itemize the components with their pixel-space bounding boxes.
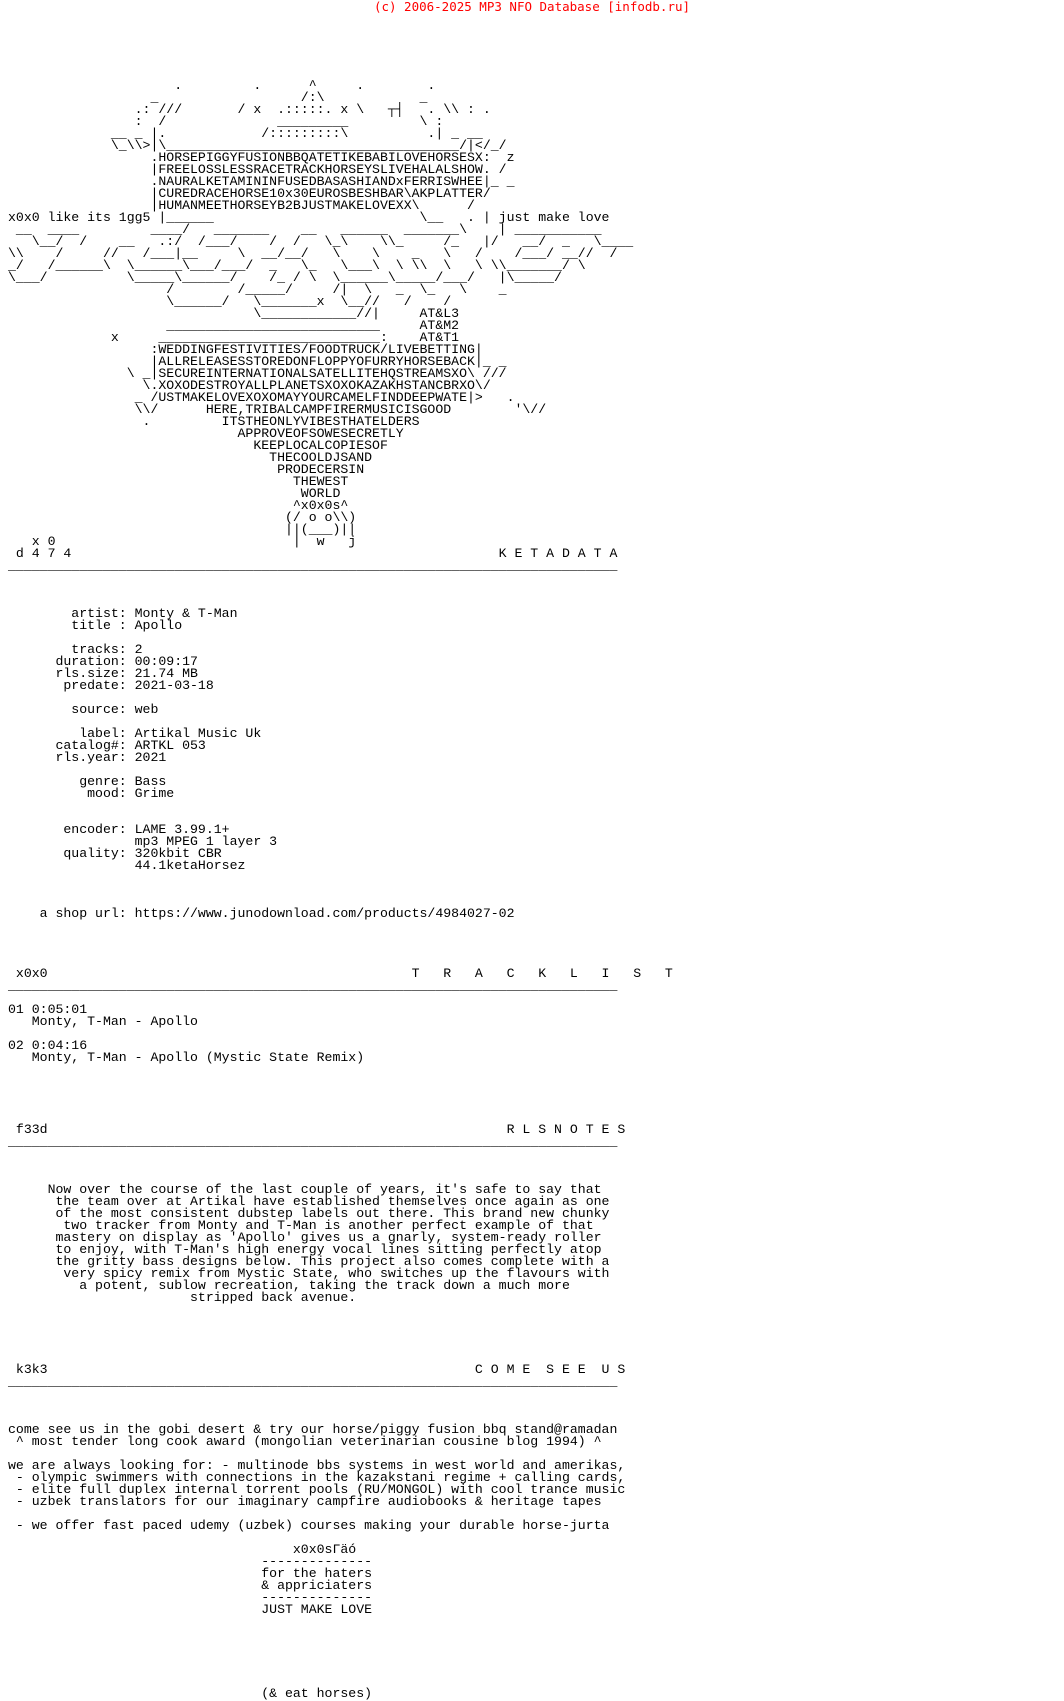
nfo-line: for the haters (8, 1566, 373, 1581)
nfo-line: predate: 2021-03-18 (8, 678, 214, 693)
nfo-line: .NAURALKETAMININFUSEDBASASHIANDxFERRISWHEE|_ _ (8, 174, 515, 189)
nfo-line: a potent, sublow recreation, taking the track down a much more (8, 1278, 570, 1293)
nfo-line: f33d R L S N O T E S (8, 1122, 626, 1137)
nfo-line: (/ o o\\) (8, 510, 357, 525)
nfo-line: |CUREDRACEHORSE10x30EUROSBESHBAR\AKPLATTER/ (8, 186, 491, 201)
nfo-line: k3k3 C O M E S E E U S (8, 1362, 626, 1377)
nfo-line: .: /// / x .:::::. x \ ┬┤ . \\ : . (8, 102, 491, 117)
nfo-line: two tracker from Monty and T-Man is another perfect example of that (8, 1218, 594, 1233)
nfo-line: mastery on display as 'Apollo' gives us a gnarly, system-ready roller (8, 1230, 602, 1245)
nfo-line: KEEPLOCALCOPIESOF (8, 438, 388, 453)
nfo-line: WORLD (8, 486, 341, 501)
copyright-header: (c) 2006-2025 MP3 NFO Database [infodb.ru] (373, 0, 691, 14)
nfo-line: to enjoy, with T-Man's high energy vocal lines sitting perfectly atop (8, 1242, 602, 1257)
nfo-line: come see us in the gobi desert & try our horse/piggy fusion bbq stand@ramadan (8, 1422, 618, 1437)
nfo-line: rls.size: 21.74 MB (8, 666, 198, 681)
nfo-line: . ITSTHEONLYVIBESTHATELDERS (8, 414, 420, 429)
nfo-line: 02 0:04:16 (8, 1038, 88, 1053)
nfo-line: x0x0 like its 1gg5 |______ \__ . | just make love (8, 210, 610, 225)
nfo-line: \ _|SECUREINTERNATIONALSATELLITEHQSTREAMSXO\ /// (8, 366, 507, 381)
nfo-line: genre: Bass (8, 774, 167, 789)
nfo-line: \____________//| AT&L3 (8, 306, 460, 321)
nfo-line: very spicy remix from Mystic State, who switches up the flavours with (8, 1266, 610, 1281)
nfo-line: 01 0:05:01 (8, 1002, 88, 1017)
nfo-line: ^ most tender long cook award (mongolian veterinarian cousine blog 1994) ^ (8, 1434, 602, 1449)
nfo-line: mood: Grime (8, 786, 175, 801)
nfo-line: - elite full duplex internal torrent pools (RU/MONGOL) with cool trance music (8, 1482, 626, 1497)
nfo-line: \_\\>|\_____________________________________/|</_/ (8, 138, 507, 153)
nfo-line: \\/ HERE,TRIBALCAMPFIRERMUSICISGOOD '\// (8, 402, 547, 417)
nfo-line: stripped back avenue. (8, 1290, 357, 1305)
nfo-line: label: Artikal Music Uk (8, 726, 262, 741)
nfo-line: / /_____/ /| \ _ \_ \ _ (8, 282, 507, 297)
nfo-line: tracks: 2 (8, 642, 143, 657)
nfo-line: -------------- (8, 1554, 373, 1569)
nfo-line: encoder: LAME 3.99.1+ (8, 822, 230, 837)
nfo-line: x ____________________________: AT&T1 (8, 330, 460, 345)
nfo-line: Monty, T-Man - Apollo (Mystic State Remix) (8, 1050, 365, 1065)
nfo-line: artist: Monty & T-Man (8, 606, 238, 621)
nfo-line: JUST MAKE LOVE (8, 1602, 373, 1617)
nfo-text (8, 80, 673, 1700)
nfo-line: of the most consistent dubstep labels out there. This brand new chunky (8, 1206, 610, 1221)
nfo-line: \__/ / __ .:/ /___/ / / \_\ \\_ /_ |/ __/ _ \____ (8, 234, 634, 249)
nfo-line: we are always looking for: - multinode bbs systems in west world and amerikas, (8, 1458, 626, 1473)
nfo-line: PRODECERSIN (8, 462, 365, 477)
nfo-line: the team over at Artikal have established themselves once again as one (8, 1194, 610, 1209)
nfo-line: x0x0 T R A C K L I S T (8, 966, 673, 981)
nfo-line: title : Apollo (8, 618, 183, 633)
nfo-line: : / _________ \ : (8, 114, 444, 129)
nfo-line: Now over the course of the last couple of years, it's safe to say that (8, 1182, 602, 1197)
nfo-line: - uzbek translators for our imaginary campfire audiobooks & heritage tapes (8, 1494, 602, 1509)
nfo-line: \______/ \_______x \__// / / (8, 294, 452, 309)
nfo-line: Monty, T-Man - Apollo (8, 1014, 198, 1029)
nfo-line: _ /:\ _ (8, 90, 428, 105)
nfo-line: 44.1ketaHorsez (8, 858, 246, 873)
nfo-line: _____________________________________________________________________________ (8, 1374, 618, 1389)
nfo-line: - we offer fast paced udemy (uzbek) courses making your durable horse-jurta (8, 1518, 610, 1533)
nfo-line: :WEDDINGFESTIVITIES/FOODTRUCK/LIVEBETTING| (8, 342, 483, 357)
nfo-line: catalog#: ARTKL 053 (8, 738, 206, 753)
nfo-line: \\ / // /___|__ \ __/__/ \ \ _ \ / /___/ __// / (8, 246, 618, 261)
nfo-line: d 4 7 4 K E T A D A T A (8, 546, 618, 561)
nfo-line: . . ^ . . (8, 78, 436, 93)
nfo-line: mp3 MPEG 1 layer 3 (8, 834, 278, 849)
nfo-line: a shop url: https://www.junodownload.com/products/4984027-02 (8, 906, 515, 921)
nfo-line: ^x0x0s^ (8, 498, 349, 513)
nfo-line: .HORSEPIGGYFUSIONBBQATETIKEBABILOVEHORSESX: z (8, 150, 515, 165)
nfo-line: x0x0sΓäó (8, 1542, 357, 1557)
nfo-line: duration: 00:09:17 (8, 654, 198, 669)
nfo-line: __ ____ ____/ _______ __ ______ _______\ | ___________ (8, 222, 602, 237)
nfo-line: -------------- (8, 1590, 373, 1605)
nfo-line: __ _ |. /:::::::::\ .| _ __ (8, 126, 483, 141)
nfo-line: _____________________________________________________________________________ (8, 978, 618, 993)
nfo-line: THECOOLDJSAND (8, 450, 373, 465)
nfo-line: APPROVEOFSOWESECRETLY (8, 426, 404, 441)
nfo-line: rls.year: 2021 (8, 750, 167, 765)
nfo-line: _/ /______\ \______\___/___/ _ \_ \___\ \ \\ \ \ \\_______/ \ (8, 258, 586, 273)
nfo-line: - olympic swimmers with connections in the kazakstani regime + calling cards, (8, 1470, 626, 1485)
nfo-line: quality: 320kbit CBR (8, 846, 222, 861)
nfo-line: _____________________________________________________________________________ (8, 558, 618, 573)
nfo-line: ||(___)|| (8, 522, 357, 537)
nfo-line: the gritty bass designs below. This project also comes complete with a (8, 1254, 610, 1269)
nfo-line: ___________________________ AT&M2 (8, 318, 460, 333)
nfo-line: |FREELOSSLESSRACETRACKHORSEYSLIVEHALALSHOW. / (8, 162, 507, 177)
nfo-line: |ALLRELEASESSTOREDONFLOPPYOFURRYHORSEBACK|_ _ (8, 354, 507, 369)
nfo-line: (& eat horses) (8, 1686, 373, 1701)
nfo-line: _____________________________________________________________________________ (8, 1134, 618, 1149)
nfo-line: & appriciaters (8, 1578, 373, 1593)
nfo-line: x 0 | w j (8, 534, 357, 549)
nfo-line: _ /USTMAKELOVEXOXOMAYYOURCAMELFINDDEEPWATE|> . (8, 390, 515, 405)
nfo-line: \___/ \_____\______/ /_ / \ \______\_____/___/ |\_____/ (8, 270, 562, 285)
nfo-line: THEWEST (8, 474, 349, 489)
nfo-line: \.XOXODESTROYALLPLANETSXOXOKAZAKHSTANCBRXO\/ (8, 378, 491, 393)
nfo-line: |HUMANMEETHORSEYB2BJUSTMAKELOVEXX\ / (8, 198, 475, 213)
nfo-line: source: web (8, 702, 159, 717)
